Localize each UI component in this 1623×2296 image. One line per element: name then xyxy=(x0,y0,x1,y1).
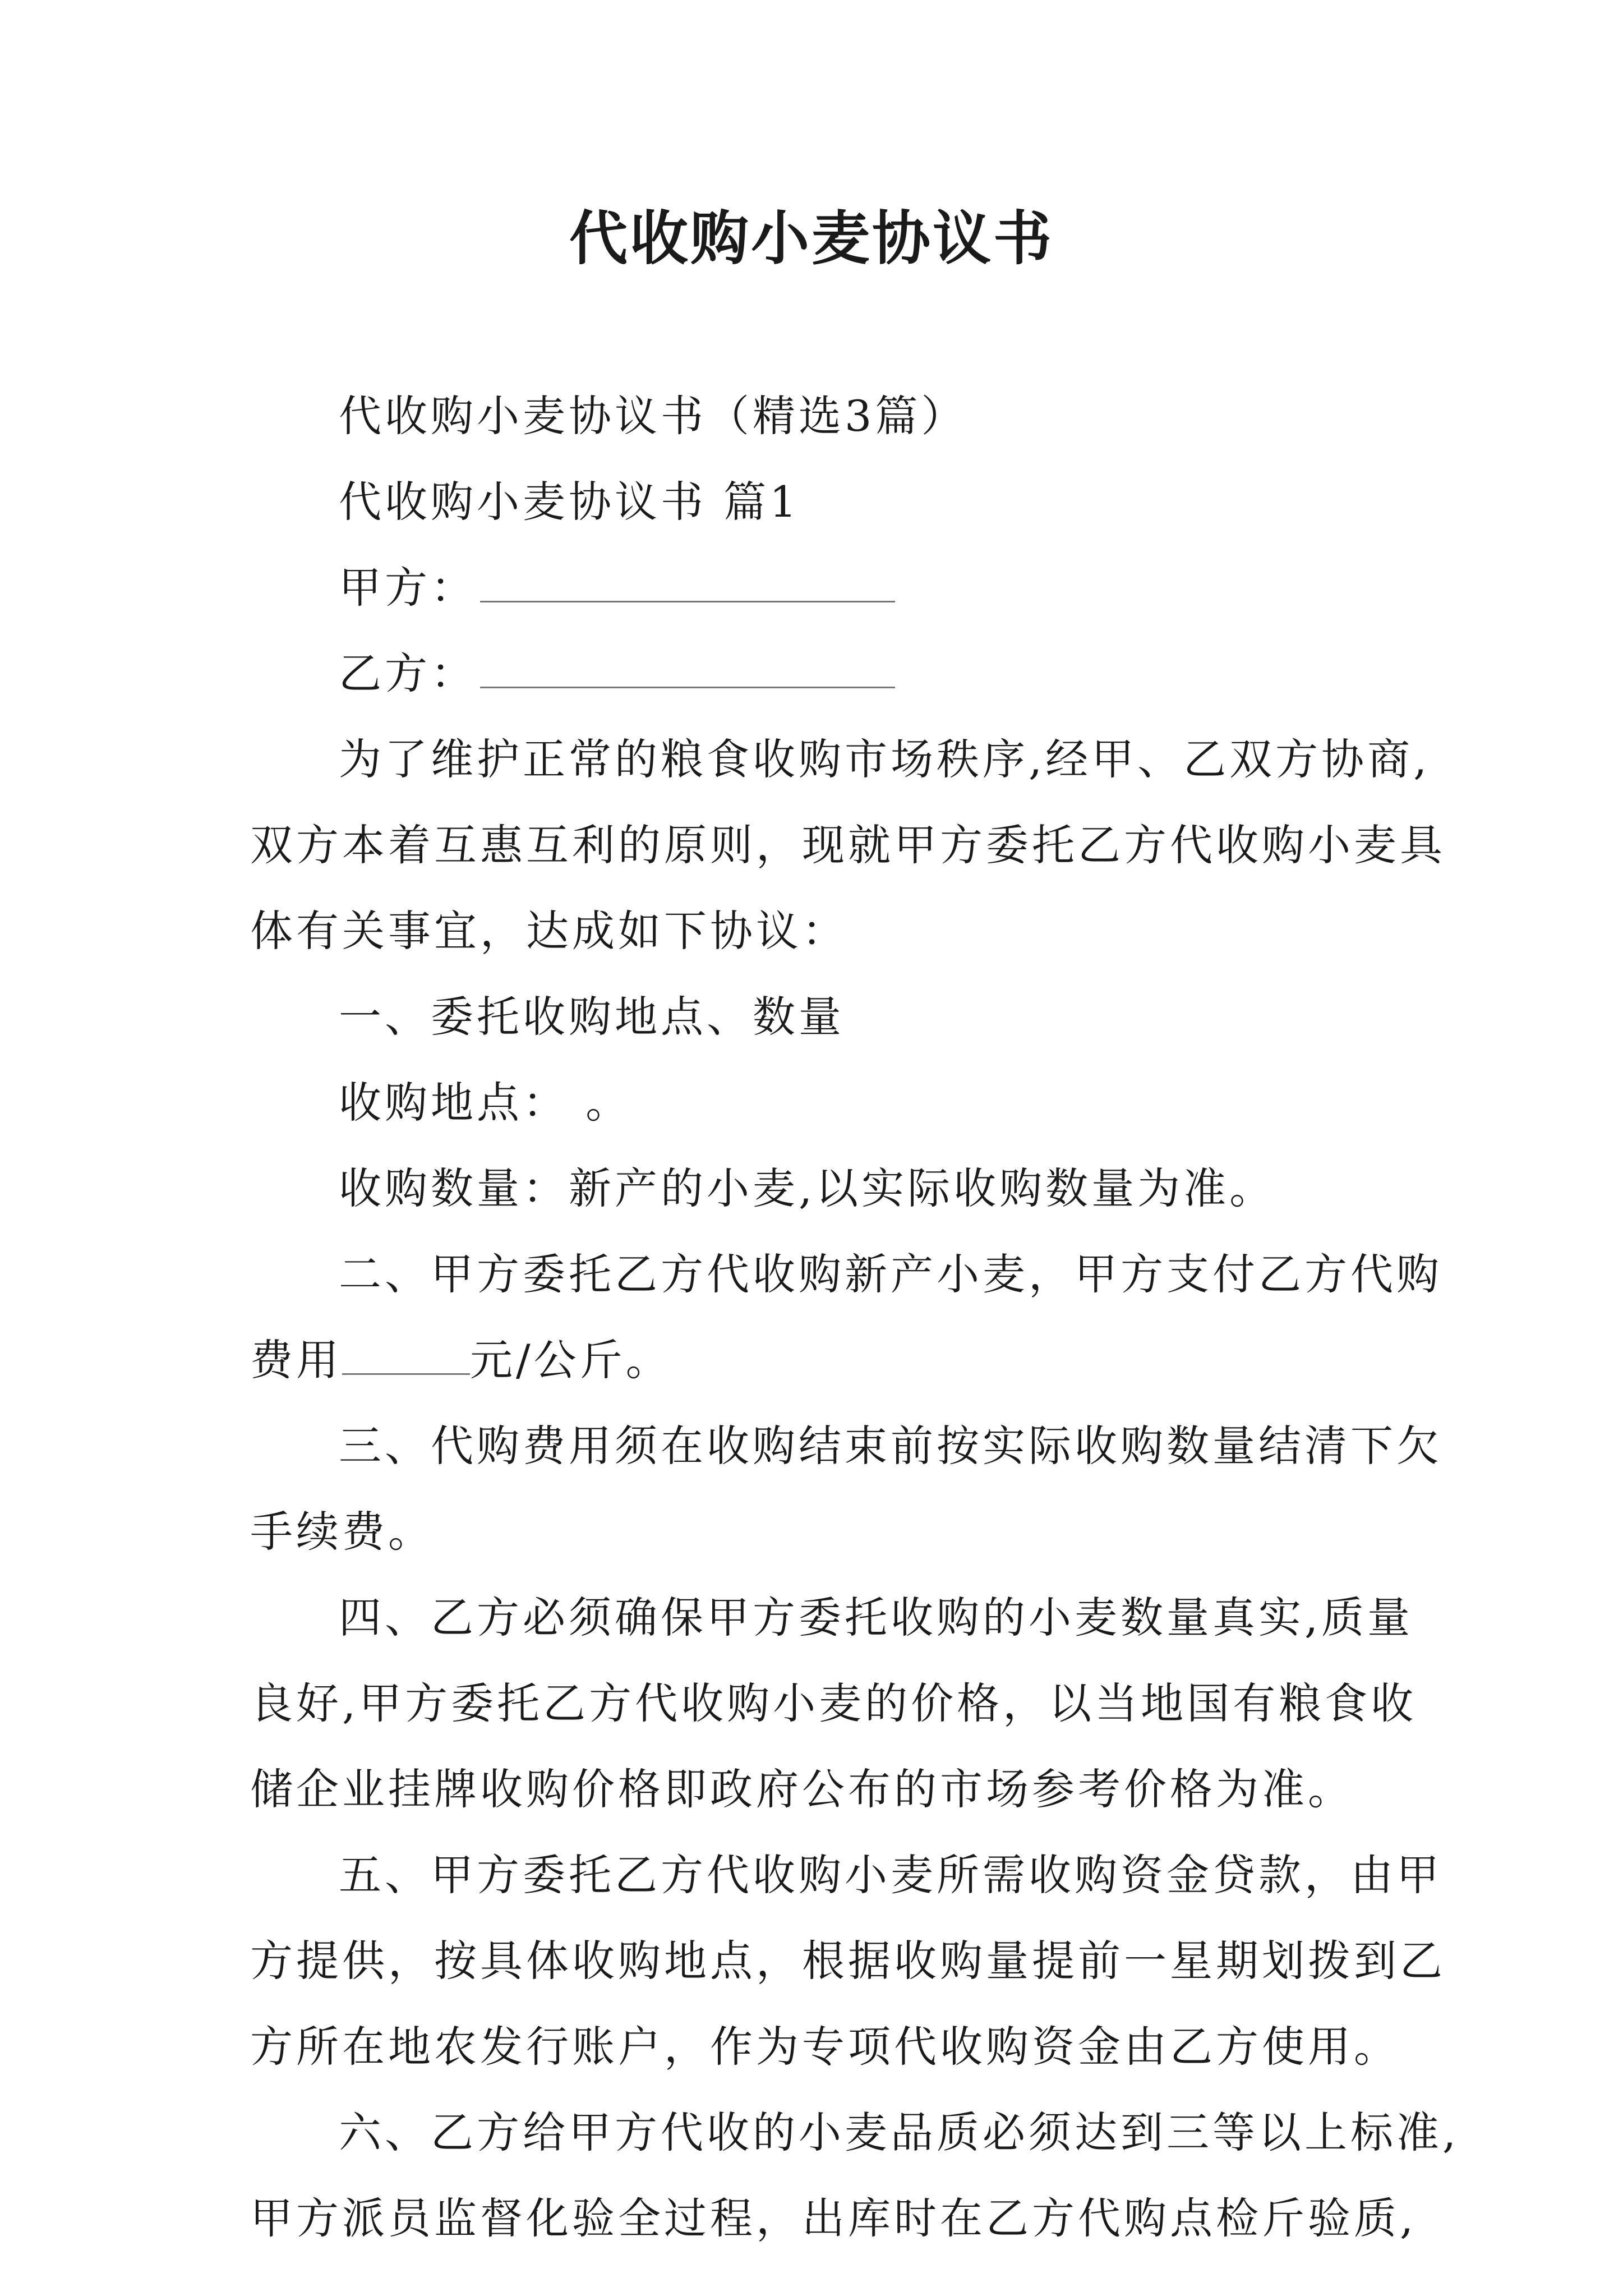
purchase-location: 收购地点： 。 xyxy=(339,1078,632,1128)
clause-3-line-2: 手续费。 xyxy=(250,1507,434,1557)
clause-2-line-1: 二、甲方委托乙方代收购新产小麦，甲方支付乙方代购 xyxy=(339,1249,1442,1299)
clause-6-line-1: 六、乙方给甲方代收的小麦品质必须达到三等以上标准, xyxy=(339,2108,1460,2157)
party-b-label: 乙方： xyxy=(339,648,477,698)
clause-1-heading: 一、委托收购地点、数量 xyxy=(339,992,845,1042)
intro-line-3: 体有关事宜，达成如下协议： xyxy=(250,906,848,956)
clause-5-line-2: 方提供，按具体收购地点，根据收购量提前一星期划拨到乙 xyxy=(250,1936,1446,1986)
clause-4-line-1: 四、乙方必须确保甲方委托收购的小麦数量真实,质量 xyxy=(339,1593,1414,1642)
clause-4-line-3: 储企业挂牌收购价格即政府公布的市场参考价格为准。 xyxy=(250,1764,1354,1814)
part-heading: 代收购小麦协议书 篇1 xyxy=(339,477,800,527)
fee-blank xyxy=(342,1336,470,1375)
clause-3-line-1: 三、代购费用须在收购结束前按实际收购数量结清下欠 xyxy=(339,1421,1442,1471)
purchase-quantity: 收购数量：新产的小麦,以实际收购数量为准。 xyxy=(339,1163,1276,1213)
fee-unit: 元/公斤。 xyxy=(470,1335,672,1385)
clause-6-line-2: 甲方派员监督化验全过程，出库时在乙方代购点检斤验质, xyxy=(250,2193,1417,2243)
intro-line-2: 双方本着互惠互利的原则，现就甲方委托乙方代收购小麦具 xyxy=(250,820,1446,870)
party-b-blank xyxy=(480,650,895,688)
document-body xyxy=(250,373,1460,2261)
fee-label: 费用 xyxy=(250,1335,342,1385)
subtitle: 代收购小麦协议书（精选3篇） xyxy=(339,391,967,441)
clause-2-line-2 xyxy=(250,1317,1394,1403)
clause-4-line-2: 良好,甲方委托乙方代收购小麦的价格，以当地国有粮食收 xyxy=(250,1678,1417,1728)
document-title: 代收购小麦协议书 xyxy=(569,204,1054,273)
clause-5-line-3: 方所在地农发行账户，作为专项代收购资金由乙方使用。 xyxy=(250,2022,1400,2072)
intro-line-1: 为了维护正常的粮食收购市场秩序,经甲、乙双方协商, xyxy=(339,734,1431,784)
party-a-blank xyxy=(480,564,895,602)
party-a-line xyxy=(250,545,1394,631)
party-b-line xyxy=(250,631,1394,716)
clause-5-line-1: 五、甲方委托乙方代收购小麦所需收购资金贷款，由甲 xyxy=(339,1850,1442,1900)
party-a-label: 甲方： xyxy=(339,563,477,613)
